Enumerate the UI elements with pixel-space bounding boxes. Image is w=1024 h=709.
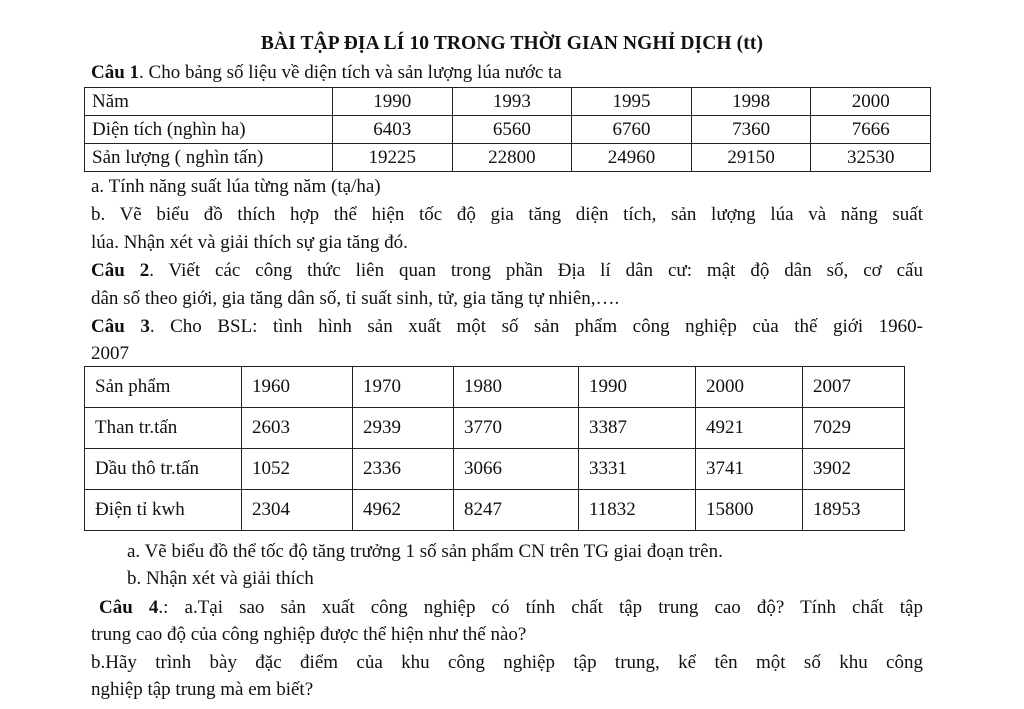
question-1-label: Câu 1 <box>91 62 140 83</box>
table-cell: 15800 <box>696 490 803 531</box>
table-cell: 2603 <box>242 408 353 449</box>
question-4-text: .: a.Tại sao sản xuất công nghiệp có tính chất tập trung cao độ? Tính chất tập <box>158 597 923 618</box>
question-3-label: Câu 3 <box>91 316 150 337</box>
table-cell: 6760 <box>572 116 692 144</box>
question-4-line3: b.Hãy trình bày đặc điểm của khu công nghiệp tập trung, kể tên một số khu công <box>91 652 923 673</box>
question-4-line2: trung cao độ của công nghiệp được thể hiện như thế nào? <box>91 624 527 645</box>
table-row <box>85 144 931 172</box>
table-row <box>85 116 931 144</box>
question-3-line2: 2007 <box>91 343 129 364</box>
question-2-label: Câu 2 <box>91 260 150 281</box>
table-cell: 3387 <box>579 408 696 449</box>
table-cell: 6560 <box>452 116 572 144</box>
table-cell: 1970 <box>353 367 454 408</box>
table-cell: 1993 <box>452 88 572 116</box>
table-cell: 1998 <box>691 88 811 116</box>
table-cell: 2007 <box>803 367 905 408</box>
table-row <box>85 490 905 531</box>
question-4-label: Câu 4 <box>99 597 159 618</box>
table-cell: 6403 <box>333 116 453 144</box>
question-4-line1 <box>99 596 923 620</box>
question-3-part-a: a. Vẽ biểu đồ thể tốc độ tăng trưởng 1 số sản phẩm CN trên TG giai đoạn trên. <box>127 541 723 562</box>
table-cell: Sản lượng ( nghìn tấn) <box>85 144 333 172</box>
table-cell: 3331 <box>579 449 696 490</box>
table-cell: 8247 <box>454 490 579 531</box>
table-cell: Sản phẩm <box>85 367 242 408</box>
table-cell: Than tr.tấn <box>85 408 242 449</box>
table-cell: 7666 <box>811 116 931 144</box>
question-3-line1 <box>91 315 923 339</box>
table-cell: 22800 <box>452 144 572 172</box>
table-row <box>85 408 905 449</box>
table-cell: Năm <box>85 88 333 116</box>
question-2-line1 <box>91 259 923 283</box>
question-1-text: . Cho bảng số liệu về diện tích và sản lượng lúa nước ta <box>139 62 562 83</box>
table-cell: 2336 <box>353 449 454 490</box>
industry-data-table <box>84 366 905 531</box>
table-cell: 29150 <box>691 144 811 172</box>
table-cell: 1980 <box>454 367 579 408</box>
table-cell: 18953 <box>803 490 905 531</box>
table-cell: 2304 <box>242 490 353 531</box>
table-cell: 1990 <box>333 88 453 116</box>
table-cell: 3770 <box>454 408 579 449</box>
table-cell: 19225 <box>333 144 453 172</box>
table-cell: 11832 <box>579 490 696 531</box>
table-cell: Dầu thô tr.tấn <box>85 449 242 490</box>
table-cell: 3066 <box>454 449 579 490</box>
question-1-intro <box>91 61 562 85</box>
question-1-part-a: a. Tính năng suất lúa từng năm (tạ/ha) <box>91 176 381 197</box>
table-cell: 2000 <box>696 367 803 408</box>
question-1-part-b-line1: b. Vẽ biểu đồ thích hợp thể hiện tốc độ gia tăng diện tích, sản lượng lúa và năng suất <box>91 204 923 225</box>
table-row <box>85 367 905 408</box>
table-cell: Điện tỉ kwh <box>85 490 242 531</box>
page-title: BÀI TẬP ĐỊA LÍ 10 TRONG THỜI GIAN NGHỈ DỊCH (tt) <box>260 33 764 54</box>
table-cell: 4962 <box>353 490 454 531</box>
table-row <box>85 88 931 116</box>
table-cell: 1052 <box>242 449 353 490</box>
question-1-part-b-line2: lúa. Nhận xét và giải thích sự gia tăng đó. <box>91 232 408 253</box>
table-cell: Diện tích (nghìn ha) <box>85 116 333 144</box>
table-cell: 7360 <box>691 116 811 144</box>
table-row <box>85 449 905 490</box>
question-2-text: . Viết các công thức liên quan trong phần Địa lí dân cư: mật độ dân số, cơ cấu <box>149 260 923 281</box>
table-cell: 2000 <box>811 88 931 116</box>
table-cell: 1960 <box>242 367 353 408</box>
table-cell: 7029 <box>803 408 905 449</box>
table-cell: 1990 <box>579 367 696 408</box>
question-2-line2: dân số theo giới, gia tăng dân số, tỉ suất sinh, tử, gia tăng tự nhiên,…. <box>91 288 620 309</box>
table-cell: 1995 <box>572 88 692 116</box>
table-cell: 32530 <box>811 144 931 172</box>
table-cell: 2939 <box>353 408 454 449</box>
question-3-text: . Cho BSL: tình hình sản xuất một số sản phẩm công nghiệp của thế giới 1960- <box>149 316 923 337</box>
rice-data-table <box>84 87 931 172</box>
question-3-part-b: b. Nhận xét và giải thích <box>127 568 314 589</box>
question-4-line4: nghiệp tập trung mà em biết? <box>91 679 314 700</box>
table-cell: 4921 <box>696 408 803 449</box>
table-cell: 3902 <box>803 449 905 490</box>
table-cell: 24960 <box>572 144 692 172</box>
table-cell: 3741 <box>696 449 803 490</box>
